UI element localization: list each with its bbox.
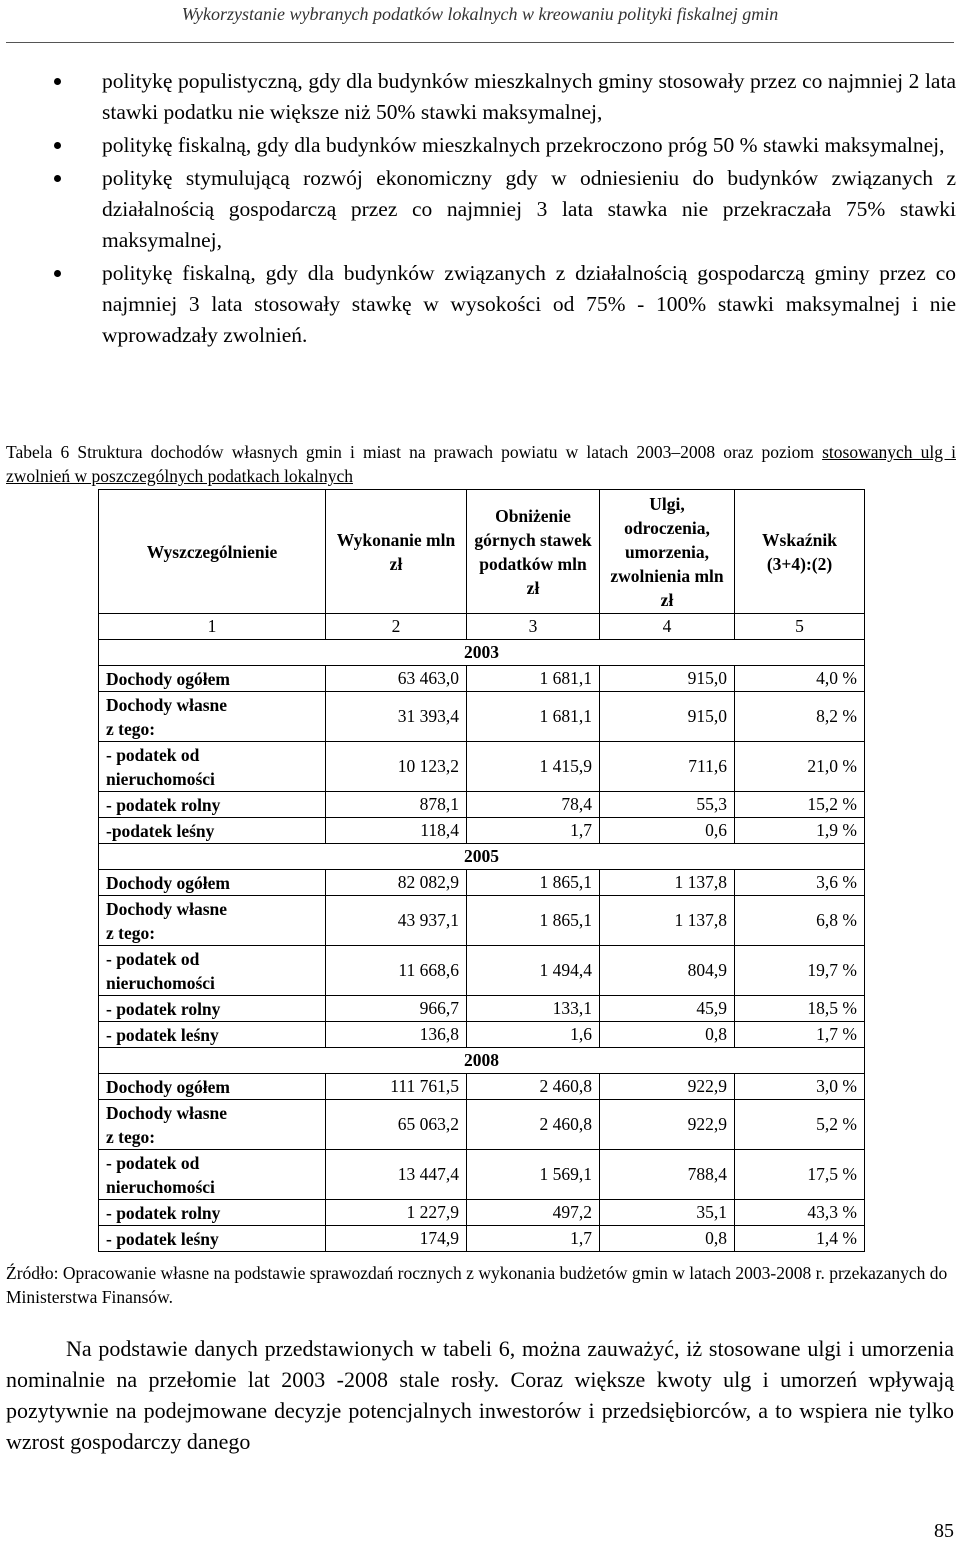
obnizenie-cell: 1 865,1 — [467, 896, 600, 946]
bullet-text: politykę fiskalną, gdy dla budynków związanych z działalnością gospodarczą gminy przez co najmniej 3 lata stosowały stawkę w wysokości od 75% - 100% stawki maksymalnej i nie wprowadzały zwolnień. — [102, 261, 956, 347]
bullet-item — [52, 130, 956, 161]
wskaznik-cell: 3,6 % — [735, 870, 865, 896]
table-row — [99, 792, 865, 818]
wskaznik-cell: 8,2 % — [735, 692, 865, 742]
bullet-dot-icon — [54, 175, 61, 182]
table-row — [99, 870, 865, 896]
obnizenie-cell: 1 681,1 — [467, 692, 600, 742]
source-note: Źródło: Opracowanie własne na podstawie sprawozdań rocznych z wykonania budżetów gmin w latach 2003-2008 r. przekazanych do Ministerstwa Finansów. — [6, 1263, 948, 1307]
obnizenie-cell: 133,1 — [467, 996, 600, 1022]
column-number-cell: 1 — [99, 614, 326, 640]
row-label: - podatek rolny — [99, 996, 326, 1022]
bullet-text: politykę populistyczną, gdy dla budynków mieszkalnych gminy stosowały przez co najmniej 2 lata stawki podatku nie większe niż 50% stawki maksymalnej, — [102, 69, 956, 124]
wskaznik-cell: 1,4 % — [735, 1226, 865, 1252]
ulgi-cell: 915,0 — [600, 666, 735, 692]
ulgi-cell: 922,9 — [600, 1100, 735, 1150]
table-row — [99, 1200, 865, 1226]
wskaznik-cell: 21,0 % — [735, 742, 865, 792]
obnizenie-cell: 1,7 — [467, 818, 600, 844]
header-cell: Ulgi, odroczenia, umorzenia, zwolnienia mln zł — [600, 490, 735, 614]
obnizenie-cell: 2 460,8 — [467, 1074, 600, 1100]
obnizenie-cell: 1 569,1 — [467, 1150, 600, 1200]
ulgi-cell: 922,9 — [600, 1074, 735, 1100]
row-label: - podatek od nieruchomości — [99, 946, 326, 996]
wskaznik-cell: 43,3 % — [735, 1200, 865, 1226]
year-row — [99, 640, 865, 666]
table-caption — [6, 440, 956, 488]
bullet-item — [52, 163, 956, 256]
bullet-dot-icon — [54, 270, 61, 277]
row-label: - podatek od nieruchomości — [99, 1150, 326, 1200]
wskaznik-cell: 1,7 % — [735, 1022, 865, 1048]
ulgi-cell: 0,8 — [600, 1022, 735, 1048]
wskaznik-cell: 4,0 % — [735, 666, 865, 692]
body-paragraph: Na podstawie danych przedstawionych w tabeli 6, można zauważyć, iż stosowane ulgi i umorzenia nominalnie na przełomie lat 2003 -2008 stale rosły. Coraz większe kwoty ulg i umorzeń wpływają pozytywnie na podejmowane decyzje potencjalnych inwestorów i przedsiębiorców, a to wspiera nie tylko wzrost gospodarczy danego — [6, 1336, 954, 1454]
obnizenie-cell: 1 865,1 — [467, 870, 600, 896]
obnizenie-cell: 78,4 — [467, 792, 600, 818]
wykonanie-cell: 11 668,6 — [326, 946, 467, 996]
ulgi-cell: 788,4 — [600, 1150, 735, 1200]
bullet-dot-icon — [54, 78, 61, 85]
wykonanie-cell: 878,1 — [326, 792, 467, 818]
row-label: Dochody własne z tego: — [99, 692, 326, 742]
row-label: Dochody ogółem — [99, 1074, 326, 1100]
ulgi-cell: 1 137,8 — [600, 896, 735, 946]
header-cell: Wykonanie mln zł — [326, 490, 467, 614]
wykonanie-cell: 10 123,2 — [326, 742, 467, 792]
bullet-list — [52, 66, 956, 353]
wykonanie-cell: 118,4 — [326, 818, 467, 844]
column-number-row — [99, 614, 865, 640]
column-number-cell: 3 — [467, 614, 600, 640]
table-row — [99, 1226, 865, 1252]
table-row — [99, 742, 865, 792]
row-label: - podatek rolny — [99, 792, 326, 818]
caption-part-1: Tabela 6 Struktura dochodów własnych gmin i miast na prawach powiatu w latach 2003–2008 oraz poziom — [6, 442, 823, 462]
header-divider — [6, 42, 954, 43]
ulgi-cell: 915,0 — [600, 692, 735, 742]
wykonanie-cell: 136,8 — [326, 1022, 467, 1048]
obnizenie-cell: 2 460,8 — [467, 1100, 600, 1150]
row-label: Dochody ogółem — [99, 870, 326, 896]
table-row — [99, 896, 865, 946]
row-label: -podatek leśny — [99, 818, 326, 844]
column-number-cell: 4 — [600, 614, 735, 640]
wskaznik-cell: 1,9 % — [735, 818, 865, 844]
page-number: 85 — [934, 1520, 954, 1542]
wykonanie-cell: 31 393,4 — [326, 692, 467, 742]
row-label: Dochody ogółem — [99, 666, 326, 692]
table-row — [99, 818, 865, 844]
wskaznik-cell: 5,2 % — [735, 1100, 865, 1150]
table-row — [99, 666, 865, 692]
ulgi-cell: 0,8 — [600, 1226, 735, 1252]
table-row — [99, 692, 865, 742]
bullet-item — [52, 66, 956, 128]
ulgi-cell: 804,9 — [600, 946, 735, 996]
ulgi-cell: 45,9 — [600, 996, 735, 1022]
wykonanie-cell: 65 063,2 — [326, 1100, 467, 1150]
obnizenie-cell: 1 681,1 — [467, 666, 600, 692]
ulgi-cell: 35,1 — [600, 1200, 735, 1226]
obnizenie-cell: 1 494,4 — [467, 946, 600, 996]
header-cell: Wyszczególnienie — [99, 490, 326, 614]
header-cell: Wskaźnik (3+4):(2) — [735, 490, 865, 614]
row-label: - podatek od nieruchomości — [99, 742, 326, 792]
obnizenie-cell: 1,7 — [467, 1226, 600, 1252]
wskaznik-cell: 19,7 % — [735, 946, 865, 996]
bullet-text: politykę stymulującą rozwój ekonomiczny gdy w odniesieniu do budynków związanych z działalnością gospodarczą przez co najmniej 3 lata stawka nie przekraczała 75% stawki maksymalnej, — [102, 166, 956, 252]
header-cell: Obniżenie górnych stawek podatków mln zł — [467, 490, 600, 614]
table-row — [99, 1100, 865, 1150]
wykonanie-cell: 111 761,5 — [326, 1074, 467, 1100]
wykonanie-cell: 966,7 — [326, 996, 467, 1022]
wykonanie-cell: 63 463,0 — [326, 666, 467, 692]
column-number-cell: 5 — [735, 614, 865, 640]
year-cell: 2008 — [99, 1048, 865, 1074]
bullet-item — [52, 258, 956, 351]
wykonanie-cell: 82 082,9 — [326, 870, 467, 896]
year-cell: 2005 — [99, 844, 865, 870]
row-label: Dochody własne z tego: — [99, 1100, 326, 1150]
row-label: - podatek leśny — [99, 1226, 326, 1252]
obnizenie-cell: 1 415,9 — [467, 742, 600, 792]
column-number-cell: 2 — [326, 614, 467, 640]
running-header: Wykorzystanie wybranych podatków lokalnych w kreowaniu polityki fiskalnej gmin — [181, 4, 779, 24]
wskaznik-cell: 15,2 % — [735, 792, 865, 818]
income-table — [98, 489, 865, 1252]
obnizenie-cell: 497,2 — [467, 1200, 600, 1226]
bullet-dot-icon — [54, 142, 61, 149]
year-row — [99, 1048, 865, 1074]
obnizenie-cell: 1,6 — [467, 1022, 600, 1048]
wykonanie-cell: 43 937,1 — [326, 896, 467, 946]
ulgi-cell: 0,6 — [600, 818, 735, 844]
wykonanie-cell: 1 227,9 — [326, 1200, 467, 1226]
ulgi-cell: 1 137,8 — [600, 870, 735, 896]
wskaznik-cell: 18,5 % — [735, 996, 865, 1022]
year-row — [99, 844, 865, 870]
table-row — [99, 946, 865, 996]
year-cell: 2003 — [99, 640, 865, 666]
table-header-row — [99, 490, 865, 614]
table-row — [99, 1074, 865, 1100]
wskaznik-cell: 6,8 % — [735, 896, 865, 946]
row-label: - podatek leśny — [99, 1022, 326, 1048]
wskaznik-cell: 3,0 % — [735, 1074, 865, 1100]
wykonanie-cell: 13 447,4 — [326, 1150, 467, 1200]
ulgi-cell: 711,6 — [600, 742, 735, 792]
bullet-text: politykę fiskalną, gdy dla budynków mieszkalnych przekroczono próg 50 % stawki maksymalnej, — [102, 133, 945, 157]
row-label: Dochody własne z tego: — [99, 896, 326, 946]
table-row — [99, 1022, 865, 1048]
ulgi-cell: 55,3 — [600, 792, 735, 818]
row-label: - podatek rolny — [99, 1200, 326, 1226]
caption-part-2: stosowanych ulg i zwolnień w poszczególnych podatkach lokalnych — [6, 442, 956, 486]
wskaznik-cell: 17,5 % — [735, 1150, 865, 1200]
table-row — [99, 996, 865, 1022]
wykonanie-cell: 174,9 — [326, 1226, 467, 1252]
table-row — [99, 1150, 865, 1200]
table-body — [99, 614, 865, 1252]
